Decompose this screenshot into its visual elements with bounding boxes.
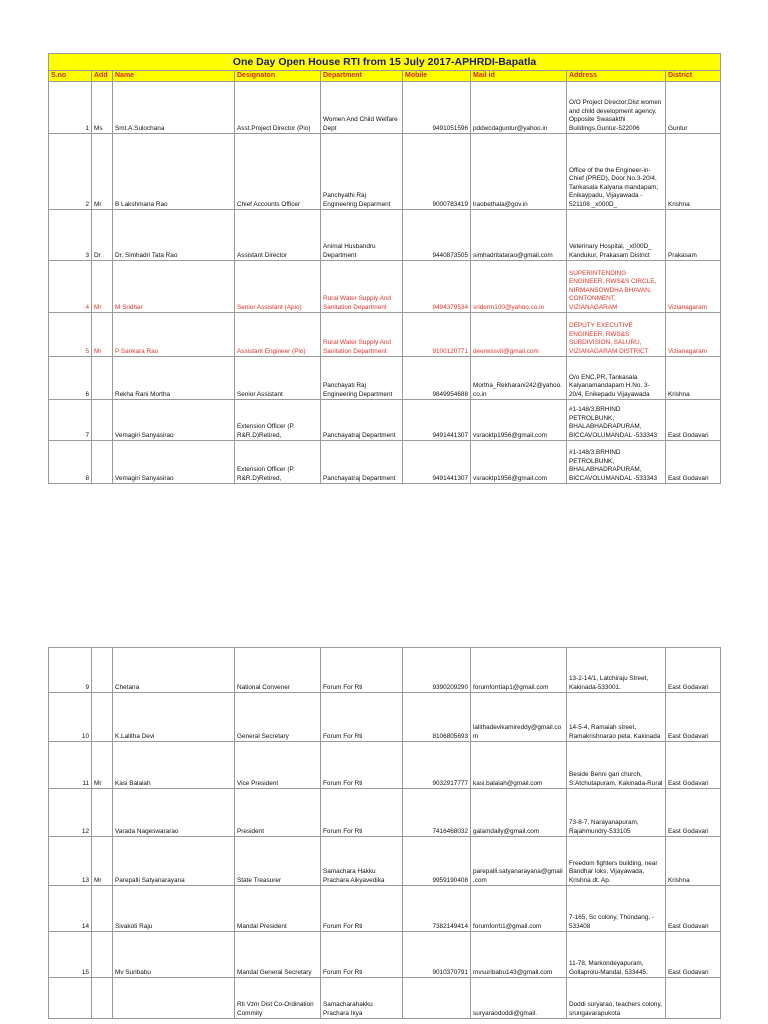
cell-mail-id: sriderm100@yahoo.co.in: [471, 261, 567, 313]
cell-department: Panchayatraj Department: [321, 400, 403, 441]
cell-mail-id: forumforrtiap1@gmail.com: [471, 648, 567, 693]
cell-add: Ms: [92, 82, 113, 134]
cell-sno: 10: [49, 693, 92, 742]
cell-name: Rekha Rani Mortha: [113, 357, 235, 400]
cell-district: Vizianagaram: [666, 261, 721, 313]
header-district: District: [666, 71, 721, 82]
cell-sno: 7: [49, 400, 92, 441]
cell-department: Forum For Rti: [321, 648, 403, 693]
cell-designation: Mandal President: [235, 886, 321, 932]
cell-add: Mr: [92, 261, 113, 313]
cell-add: [92, 789, 113, 837]
cell-name: Sivakoti Raju: [113, 886, 235, 932]
table-row: [49, 789, 721, 837]
cell-name: Smt.A.Sulochana: [113, 82, 235, 134]
cell-district: Vizianagaram: [666, 313, 721, 357]
cell-mail-id: pddwcdaguntur@yahoo.in: [471, 82, 567, 134]
cell-address: DEPUTY EXECUTIVE ENGINEER, RWS&S SUBDIVISION, SALURU, VIZIANAGARAM DISTRICT: [567, 313, 666, 357]
cell-district: East Godavari: [666, 693, 721, 742]
cell-name: M Sridhar: [113, 261, 235, 313]
cell-district: East Godavari: [666, 886, 721, 932]
cell-add: [92, 400, 113, 441]
cell-department: Animal Husbandru Department: [321, 210, 403, 261]
cell-address: 11-78, Markondeyapuram, Gollaprolu-Mandal, 533445.: [567, 932, 666, 978]
cell-designation: Vice President: [235, 742, 321, 789]
cell-mobile: 9959190408: [403, 837, 471, 886]
cell-mail-id: suryaraododdi@gmail.: [471, 978, 567, 1019]
table-row: [49, 648, 721, 693]
cell-add: [92, 648, 113, 693]
cell-sno: 14: [49, 886, 92, 932]
cell-add: [92, 886, 113, 932]
cell-add: Dr: [92, 210, 113, 261]
cell-sno: 12: [49, 789, 92, 837]
cell-district: East Godavari: [666, 441, 721, 484]
cell-mobile: 9390209290: [403, 648, 471, 693]
cell-mail-id: lalithadevikamireddy@gmail.com: [471, 693, 567, 742]
cell-designation: President: [235, 789, 321, 837]
cell-sno: 1: [49, 82, 92, 134]
header-department: Department: [321, 71, 403, 82]
cell-designation: Asst.Project Director (Pio): [235, 82, 321, 134]
cell-name: K.Lalitha Devi: [113, 693, 235, 742]
cell-address: Veterinary Hospital, _x000D_ Kandukur, Prakasam District: [567, 210, 666, 261]
cell-district: East Godavari: [666, 932, 721, 978]
cell-designation: Rti Vzm Dist Co-Ordination Commity: [235, 978, 321, 1019]
header-address: Address: [567, 71, 666, 82]
cell-address: SUPERINTENDING ENGINEER, RWS&S CIRCLE, NIRMANSOWDHA BHAVAN, CONTONMENT, VIZIANAGARAM: [567, 261, 666, 313]
cell-mobile: 9440873505: [403, 210, 471, 261]
table-row: [49, 357, 721, 400]
cell-designation: National Convener: [235, 648, 321, 693]
table-row: [49, 313, 721, 357]
cell-mobile: [403, 978, 471, 1019]
cell-department: Forum For Rti: [321, 886, 403, 932]
table-row: [49, 441, 721, 484]
cell-designation: Assistant Director: [235, 210, 321, 261]
cell-mail-id: deerwssvit@gmail.com: [471, 313, 567, 357]
cell-mobile: 9849954688: [403, 357, 471, 400]
cell-department: Rural Water Supply And Sanitation Department: [321, 261, 403, 313]
rti-table-page-2: [48, 647, 721, 1019]
cell-mobile: 9032917777: [403, 742, 471, 789]
cell-district: Krishna: [666, 837, 721, 886]
cell-mobile: 9494379534: [403, 261, 471, 313]
cell-mobile: 9100120771: [403, 313, 471, 357]
cell-name: [113, 978, 235, 1019]
cell-designation: Chief Accounts Officer: [235, 134, 321, 210]
cell-designation: Senior Assistant (Apio): [235, 261, 321, 313]
cell-add: [92, 932, 113, 978]
cell-district: East Godavari: [666, 400, 721, 441]
cell-name: P Sankara Rao: [113, 313, 235, 357]
cell-department: Samacharahakku Prachara Ikya: [321, 978, 403, 1019]
cell-mobile: 8106805693: [403, 693, 471, 742]
table-row: [49, 210, 721, 261]
cell-sno: 8: [49, 441, 92, 484]
cell-mobile: 7416468032: [403, 789, 471, 837]
cell-designation: Senior Assistant: [235, 357, 321, 400]
cell-add: Mr: [92, 742, 113, 789]
cell-name: B Lakshmana Rao: [113, 134, 235, 210]
cell-department: Panchyathi Raj Engineering Deparment: [321, 134, 403, 210]
cell-address: #1-148/3,BRHIND PETROLBUNK, BHALABHADRAPURAM, BICCAVOLUMANDAL -533343: [567, 400, 666, 441]
table-row: [49, 978, 721, 1019]
cell-designation: Extension Officer (P. R&R.D)Retired,: [235, 441, 321, 484]
cell-name: Chetana: [113, 648, 235, 693]
cell-department: Forum For Rti: [321, 693, 403, 742]
cell-sno: 13: [49, 837, 92, 886]
cell-mobile: 9000783419: [403, 134, 471, 210]
cell-sno: 3: [49, 210, 92, 261]
table-row: [49, 400, 721, 441]
cell-address: O/o ENC,PR, Tankasala Kalyanamandapam H.No. 3-20/4, Enikepadu Vijayawada: [567, 357, 666, 400]
cell-department: Women And Child Welfare Dept: [321, 82, 403, 134]
cell-mail-id: kasi.balaiah@gmail.com: [471, 742, 567, 789]
cell-designation: Mandal General Secretary: [235, 932, 321, 978]
table-row: [49, 134, 721, 210]
cell-add: Mr: [92, 837, 113, 886]
cell-district: East Godavari: [666, 648, 721, 693]
cell-district: East Godavari: [666, 742, 721, 789]
cell-name: Dr. Simhadri Tata Rao: [113, 210, 235, 261]
cell-district: Guntur: [666, 82, 721, 134]
cell-name: Kasi Balaiah: [113, 742, 235, 789]
cell-mail-id: simhadritatarao@gmail.com: [471, 210, 567, 261]
table-row: [49, 837, 721, 886]
cell-mail-id: galamdaily@gmail.com: [471, 789, 567, 837]
rti-table-page-1: [48, 53, 721, 484]
cell-address: Doddi suryarao, teachers colony, srungavarapukota: [567, 978, 666, 1019]
cell-sno: 5: [49, 313, 92, 357]
table-row: [49, 693, 721, 742]
cell-mobile: 9491441307: [403, 441, 471, 484]
cell-designation: Assistant Engineer (Pio): [235, 313, 321, 357]
cell-sno: 4: [49, 261, 92, 313]
cell-add: Mr: [92, 313, 113, 357]
cell-mail-id: vsraoktp1956@gmail.com: [471, 400, 567, 441]
cell-add: [92, 978, 113, 1019]
cell-mail-id: vsraoktp1956@gmail.com: [471, 441, 567, 484]
cell-name: Varada Nageswararao: [113, 789, 235, 837]
cell-add: Mr: [92, 134, 113, 210]
cell-address: 73-8-7, Narayanapuram, Rajahmundry-533105: [567, 789, 666, 837]
cell-name: Mv Suribabu: [113, 932, 235, 978]
cell-mail-id: parepalli.satyanarayana@gmail.com: [471, 837, 567, 886]
cell-mobile: 7382149414: [403, 886, 471, 932]
header-sno: S.no: [49, 71, 92, 82]
table-row: [49, 82, 721, 134]
cell-designation: General Secretary: [235, 693, 321, 742]
cell-address: 13-2-14/1, Latchiraju Street, Kakinada-533001.: [567, 648, 666, 693]
table-row: [49, 932, 721, 978]
cell-address: Beside Benni gari church, S.Atchutapuram, Kakinada-Rural: [567, 742, 666, 789]
cell-mail-id: mvsuribabu143@gmail.com: [471, 932, 567, 978]
cell-department: Forum For Rti: [321, 932, 403, 978]
cell-name: Vemagiri Sanyasirao: [113, 400, 235, 441]
cell-mail-id: lraobethala@gov.in: [471, 134, 567, 210]
cell-sno: 9: [49, 648, 92, 693]
header-mobile: Mobile: [403, 71, 471, 82]
cell-mail-id: forumforrti1@gmail.com: [471, 886, 567, 932]
cell-designation: State Treasurer: [235, 837, 321, 886]
cell-district: [666, 978, 721, 1019]
cell-mobile: 9010370791: [403, 932, 471, 978]
cell-department: Panchayati Raj Engineering Department: [321, 357, 403, 400]
cell-district: Krishna: [666, 134, 721, 210]
cell-district: Prakasam: [666, 210, 721, 261]
sheet-title: One Day Open House RTI from 15 July 2017-APHRDI-Bapatla: [49, 54, 721, 71]
table-row: [49, 261, 721, 313]
cell-district: East Godavari: [666, 789, 721, 837]
header-row: [49, 71, 721, 82]
table-row: [49, 742, 721, 789]
cell-sno: 6: [49, 357, 92, 400]
cell-sno: 15: [49, 932, 92, 978]
cell-address: Freedom fighters building, near Bandhar loks, Vijayawada, Krishna dt. Ap.: [567, 837, 666, 886]
cell-sno: [49, 978, 92, 1019]
cell-sno: 2: [49, 134, 92, 210]
header-name: Name: [113, 71, 235, 82]
cell-name: Parepalli Satyanarayana: [113, 837, 235, 886]
cell-add: [92, 357, 113, 400]
cell-department: Panchayatraj Department: [321, 441, 403, 484]
cell-address: 7-165, Sc colony, Thondang, - 533408: [567, 886, 666, 932]
cell-mobile: 9491051596: [403, 82, 471, 134]
cell-address: 14-5-4, Ramaiah street, Ramakrishnarao peta, Kakinada: [567, 693, 666, 742]
cell-add: [92, 693, 113, 742]
cell-designation: Extension Officer (P. R&R.D)Retired,: [235, 400, 321, 441]
cell-address: Office of the the Engineer-in-Chief (PRED), Door No.3-20/4, Tankasala Kalyana mandapam, Enikaypadu, Vijayawada - 521108 _x000D_: [567, 134, 666, 210]
cell-department: Forum For Rti: [321, 742, 403, 789]
cell-address: O/O Project Director,Dist women and child development agency, Opposite Swasakthi Buildings,Guntur-522006: [567, 82, 666, 134]
header-add: Add: [92, 71, 113, 82]
cell-mail-id: Mortha_Rekharani242@yahoo.co.in: [471, 357, 567, 400]
cell-department: Samachara Hakku Prachara Aikyavedika: [321, 837, 403, 886]
cell-add: [92, 441, 113, 484]
cell-address: #1-148/3,BRHIND PETROLBUNK, BHALABHADRAPURAM, BICCAVOLUMANDAL -533343: [567, 441, 666, 484]
cell-department: Forum For Rti: [321, 789, 403, 837]
cell-name: Vemagiri Sanyasirao: [113, 441, 235, 484]
cell-sno: 11: [49, 742, 92, 789]
cell-department: Rural Water Supply And Sanitation Department: [321, 313, 403, 357]
header-designation: Designaton: [235, 71, 321, 82]
header-mail-id: Mail id: [471, 71, 567, 82]
cell-district: Krishna: [666, 357, 721, 400]
cell-mobile: 9491441307: [403, 400, 471, 441]
table-row: [49, 886, 721, 932]
